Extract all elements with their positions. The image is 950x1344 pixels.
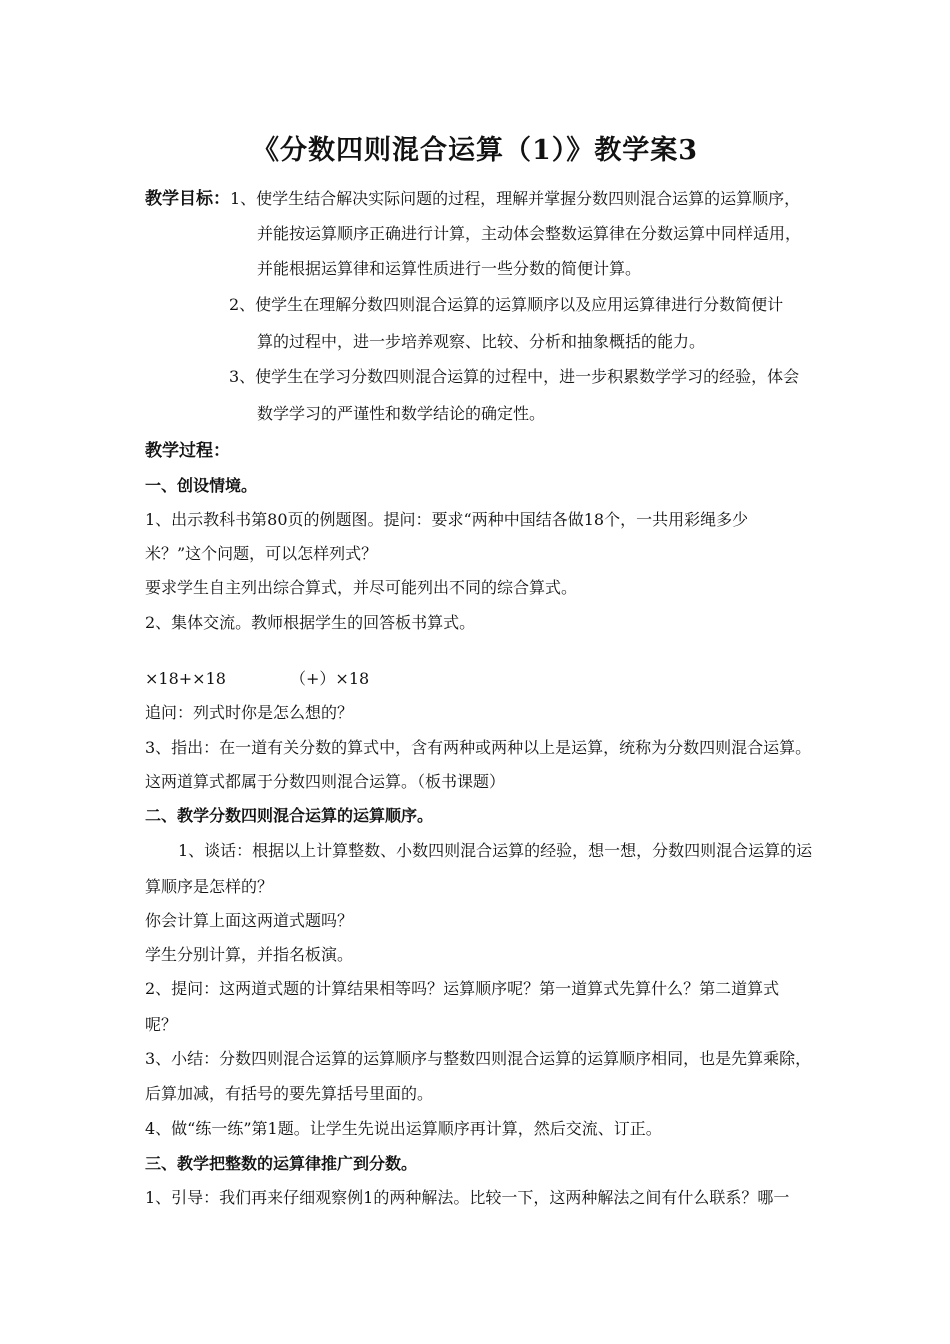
paragraph-line: 1、谈话：根据以上计算整数、小数四则混合运算的经验，想一想，分数四则混合运算的运 [178,841,813,860]
objectives-label: 教学目标： [145,189,230,209]
paragraph-line: 后算加减，有括号的要先算括号里面的。 [145,1084,434,1103]
objective-line: 1、使学生结合解决实际问题的过程，理解并掌握分数四则混合运算的运算顺序， [230,189,801,208]
formula-2: （+）×18 [290,669,370,688]
objective-line: 数学学习的严谨性和数学结论的确定性。 [257,404,546,423]
objective-line: 算的过程中，进一步培养观察、比较、分析和抽象概括的能力。 [257,332,706,351]
paragraph-line: 算顺序是怎样的？ [145,877,274,896]
document-title: 《分数四则混合运算（1）》教学案3 [251,135,699,166]
objective-line: 2、使学生在理解分数四则混合运算的运算顺序以及应用运算律进行分数简便计 [229,295,784,314]
paragraph-line: 3、指出：在一道有关分数的算式中，含有两种或两种以上是运算，统称为分数四则混合运算。 [145,738,812,757]
objective-line: 并能根据运算律和运算性质进行一些分数的简便计算。 [257,259,642,278]
paragraph-line: 学生分别计算，并指名板演。 [145,945,354,964]
paragraph-line: 1、出示教科书第80页的例题图。提问：要求“两种中国结各做18个，一共用彩绳多少 [145,510,749,529]
paragraph-line: 2、集体交流。教师根据学生的回答板书算式。 [145,613,476,632]
paragraph-line: 呢？ [145,1015,178,1034]
paragraph-line: 4、做“练一练”第1题。让学生先说出运算顺序再计算，然后交流、订正。 [145,1119,662,1138]
paragraph-line: 追问：列式时你是怎么想的？ [145,703,354,722]
section-heading: 二、教学分数四则混合运算的运算顺序。 [145,806,434,825]
paragraph-line: 2、提问：这两道式题的计算结果相等吗？运算顺序呢？第一道算式先算什么？第二道算式 [145,979,780,998]
section-heading: 三、教学把整数的运算律推广到分数。 [145,1154,418,1173]
paragraph-line: 要求学生自主列出综合算式，并尽可能列出不同的综合算式。 [145,578,578,597]
paragraph-line: 你会计算上面这两道式题吗？ [145,911,354,930]
formula-1: ×18+×18 [145,669,226,688]
process-label: 教学过程： [145,441,230,461]
paragraph-line: 1、引导：我们再来仔细观察例1的两种解法。比较一下，这两种解法之间有什么联系？哪一 [145,1188,790,1207]
paragraph-line: 米？”这个问题，可以怎样列式？ [145,544,378,563]
paragraph-line: 这两道算式都属于分数四则混合运算。（板书课题） [145,772,506,791]
objectives-block [145,188,800,210]
objective-line: 3、使学生在学习分数四则混合运算的过程中，进一步积累数学学习的经验，体会 [229,367,800,386]
paragraph-line: 3、小结：分数四则混合运算的运算顺序与整数四则混合运算的运算顺序相同，也是先算乘除， [145,1049,812,1068]
section-heading: 一、创设情境。 [145,476,258,495]
objective-line: 并能按运算顺序正确进行计算，主动体会整数运算律在分数运算中同样适用， [257,224,802,243]
